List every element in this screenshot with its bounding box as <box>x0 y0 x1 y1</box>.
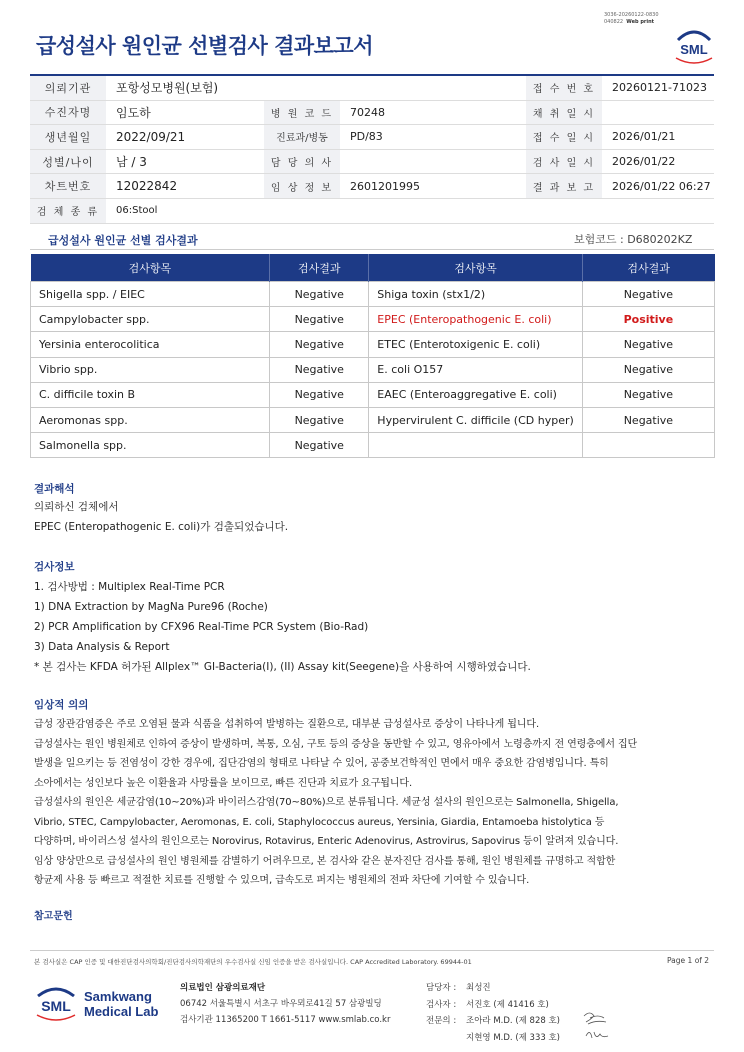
staff-role: 전문의 : <box>426 1016 457 1026</box>
test-item: C. difficile toxin B <box>31 382 270 407</box>
test-item: ETEC (Enterotoxigenic E. coli) <box>369 332 582 357</box>
table-row <box>31 332 715 357</box>
test-item: Campylobacter spp. <box>31 307 270 332</box>
label-patient-name: 수진자명 <box>30 100 106 125</box>
footer-logo-mark: SML <box>41 998 71 1014</box>
table-row <box>31 433 715 458</box>
staff-line <box>426 1030 560 1047</box>
test-result: Negative <box>270 357 369 382</box>
info-row <box>30 125 714 150</box>
value-chart-number: 12022842 <box>106 174 264 199</box>
test-info-heading: 검사정보 <box>34 561 75 573</box>
staff-role: 검사자 : <box>426 999 457 1010</box>
value-physician <box>340 149 526 174</box>
label-hospital-code: 병 원 코 드 <box>264 100 340 125</box>
text-line: EPEC (Enteropathogenic E. coli)가 검출되었습니다. <box>34 521 289 533</box>
value-patient-name: 임도하 <box>106 100 264 125</box>
text-line: * 본 검사는 KFDA 허가된 Allplex™ GI-Bacteria(I), (II) Assay kit(Seegene)을 사용하여 시행하였습니다. <box>34 661 531 673</box>
label-requesting-institution: 의뢰기관 <box>30 75 106 100</box>
organization-address: 06742 서울특별시 서초구 바우뫼로41길 57 삼광빌딩 <box>180 999 382 1009</box>
test-item: E. coli O157 <box>369 357 582 382</box>
label-specimen-type: 검 체 종 류 <box>30 198 106 223</box>
organization-name: 의료법인 삼광의료재단 <box>180 983 266 993</box>
staff-line <box>426 1013 560 1030</box>
value-specimen-type: 06:Stool <box>106 198 714 223</box>
staff-name: 최성진 <box>466 983 491 993</box>
samkwang-logo <box>34 980 164 1024</box>
test-item <box>369 433 582 458</box>
interpretation-heading: 결과해석 <box>34 483 75 495</box>
text-line: 급성설사의 원인은 세균감염(10~20%)과 바이러스감염(70~80%)으로 분류됩니다. 세균성 설사의 원인으로는 Salmonella, Shigella, <box>34 797 619 808</box>
text-line: 다양하며, 바이러스성 설사의 원인으로는 Norovirus, Rotavirus, Enteric Adenovirus, Astrovirus, Sapovirus 등이 알려져 있습니다. <box>34 836 619 847</box>
table-row <box>31 357 715 382</box>
value-collection-date <box>602 100 714 125</box>
table-row <box>31 282 715 307</box>
test-result: Negative <box>582 282 714 307</box>
header-test-item: 검사항목 <box>31 254 270 282</box>
test-info-text <box>34 577 531 677</box>
test-result: Negative <box>582 382 714 407</box>
staff-name: 서진호 (제 41416 호) <box>466 999 549 1010</box>
test-result: Negative <box>582 407 714 432</box>
label-physician: 담 당 의 사 <box>264 149 340 174</box>
value-report-date: 2026/01/22 06:27 <box>602 174 714 199</box>
header-result: 검사결과 <box>270 254 369 282</box>
value-receipt-date: 2026/01/21 <box>602 125 714 150</box>
label-chart-number: 차트번호 <box>30 174 106 199</box>
divider <box>30 249 714 250</box>
references-heading: 참고문헌 <box>34 911 73 922</box>
value-sex-age: 남 / 3 <box>106 149 264 174</box>
brand-name-line2: Medical Lab <box>84 1004 159 1019</box>
organization-info <box>180 980 390 1028</box>
text-line: Vibrio, STEC, Campylobacter, Aeromonas, E. coli, Staphylococcus aureus, Yersinia, Giardia, Entamoeba histolytica 등 <box>34 816 605 828</box>
text-line: 발생을 일으키는 등 전염성이 강한 경우에, 집단감염의 형태로 나타날 수 있어, 공중보건학적인 면에서 매우 중요한 감염병입니다. 특히 <box>34 758 609 769</box>
info-row <box>30 198 714 223</box>
footer-divider <box>30 950 714 951</box>
test-result: Negative <box>270 332 369 357</box>
value-birth-date: 2022/09/21 <box>106 125 264 150</box>
test-item: Vibrio spp. <box>31 357 270 382</box>
info-row <box>30 75 714 100</box>
test-result: Negative <box>582 332 714 357</box>
brand-name-line1: Samkwang <box>84 989 152 1004</box>
test-item: Aeromonas spp. <box>31 407 270 432</box>
test-result: Negative <box>270 407 369 432</box>
staff-info <box>426 980 560 1046</box>
text-line: 의뢰하신 검체에서 <box>34 501 119 513</box>
organization-contact: 검사기관 11365200 T 1661-5117 www.smlab.co.kr <box>180 1015 391 1025</box>
test-result: Negative <box>270 307 369 332</box>
test-item: EAEC (Enteroaggregative E. coli) <box>369 382 582 407</box>
results-section-title: 급성설사 원인균 선별 검사결과 <box>48 234 198 247</box>
interpretation-text <box>34 497 288 537</box>
info-row <box>30 100 714 125</box>
info-row <box>30 149 714 174</box>
text-line: 1) DNA Extraction by MagNa Pure96 (Roche) <box>34 601 268 613</box>
test-result-positive: Positive <box>582 307 714 332</box>
clinical-heading: 임상적 의의 <box>34 699 89 711</box>
logo-text: SML <box>680 42 708 57</box>
test-result: Negative <box>270 382 369 407</box>
staff-name: 지현영 M.D. (제 333 호) <box>466 1032 561 1043</box>
text-line: 급성설사는 원인 병원체로 인하여 증상이 발생하며, 복통, 오심, 구토 등의 증상을 동반할 수 있고, 영유아에서 노령층까지 전 연령층에서 집단 <box>34 738 638 750</box>
page-title: 급성설사 원인균 선별검사 결과보고서 <box>36 34 374 58</box>
signature-image <box>580 1008 616 1042</box>
patient-info-table <box>30 74 714 224</box>
label-receipt-date: 접 수 일 시 <box>526 125 602 150</box>
test-item-positive: EPEC (Enteropathogenic E. coli) <box>369 307 582 332</box>
table-row <box>31 407 715 432</box>
test-result: Negative <box>270 433 369 458</box>
text-line: 소아에서는 성인보다 높은 이환율과 사망률을 보이므로, 빠른 진단과 치료가 요구됩니다. <box>34 777 413 789</box>
document-id-line1: 3036-20260122-0830 <box>604 12 659 18</box>
results-header-row <box>31 254 715 282</box>
results-table <box>30 254 715 458</box>
text-line: 항균제 사용 등 빠르고 적절한 치료를 진행할 수 있으며, 급속도로 퍼지는 병원체의 전파 차단에 기여할 수 있습니다. <box>34 875 530 886</box>
value-test-date: 2026/01/22 <box>602 149 714 174</box>
staff-line <box>426 997 560 1014</box>
label-sex-age: 성별/나이 <box>30 149 106 174</box>
text-line: 임상 양상만으로 급성설사의 원인 병원체를 감별하기 어려우므로, 본 검사와 같은 분자진단 검사를 통해, 원인 병원체를 규명하고 적합한 <box>34 855 616 867</box>
label-test-date: 검 사 일 시 <box>526 149 602 174</box>
value-hospital-code: 70248 <box>340 100 526 125</box>
table-row <box>31 307 715 332</box>
text-line: 3) Data Analysis & Report <box>34 641 170 653</box>
label-department: 진료과/병동 <box>264 125 340 150</box>
test-result <box>582 433 714 458</box>
page-number: Page 1 of 2 <box>667 956 710 965</box>
document-id <box>604 12 659 26</box>
header-test-item: 검사항목 <box>369 254 582 282</box>
label-clinical-info: 임 상 정 보 <box>264 174 340 199</box>
clinical-text <box>34 715 637 891</box>
table-row <box>31 382 715 407</box>
value-receipt-number: 20260121-71023 <box>602 75 714 100</box>
insurance-code: 보험코드 : D680202KZ <box>574 233 693 246</box>
staff-name: 조아라 M.D. (제 828 호) <box>466 1016 561 1026</box>
test-item: Shiga toxin (stx1/2) <box>369 282 582 307</box>
test-result: Negative <box>582 357 714 382</box>
value-clinical-info: 2601201995 <box>340 174 526 199</box>
test-item: Shigella spp. / EIEC <box>31 282 270 307</box>
staff-role: 담당자 : <box>426 983 457 993</box>
test-item: Salmonella spp. <box>31 433 270 458</box>
test-item: Hypervirulent C. difficile (CD hyper) <box>369 407 582 432</box>
header-result: 검사결과 <box>582 254 714 282</box>
info-row <box>30 174 714 199</box>
test-item: Yersinia enterocolitica <box>31 332 270 357</box>
label-report-date: 결 과 보 고 <box>526 174 602 199</box>
staff-line <box>426 980 560 997</box>
label-receipt-number: 접 수 번 호 <box>526 75 602 100</box>
value-department: PD/83 <box>340 125 526 150</box>
text-line: 2) PCR Amplification by CFX96 Real-Time PCR System (Bio-Rad) <box>34 621 369 633</box>
text-line: 급성 장관감염증은 주로 오염된 물과 식품을 섭취하여 발병하는 질환으로, 대부분 급성설사로 증상이 나타나게 됩니다. <box>34 719 540 730</box>
label-collection-date: 채 취 일 시 <box>526 100 602 125</box>
accreditation-note: 본 검사실은 CAP 인증 및 대한진단검사의학회/진단검사의학재단의 우수검사실 신임 인증을 받은 검사실입니다. CAP Accredited Laboratory. 69944-01 <box>34 958 472 966</box>
test-result: Negative <box>270 282 369 307</box>
sml-logo <box>672 26 716 64</box>
value-requesting-institution: 포항성모병원(보험) <box>106 75 434 100</box>
document-id-line2: 040822 Web print <box>604 19 655 25</box>
text-line: 1. 검사방법 : Multiplex Real-Time PCR <box>34 581 225 593</box>
label-birth-date: 생년월일 <box>30 125 106 150</box>
web-print-label: Web print <box>626 19 655 25</box>
